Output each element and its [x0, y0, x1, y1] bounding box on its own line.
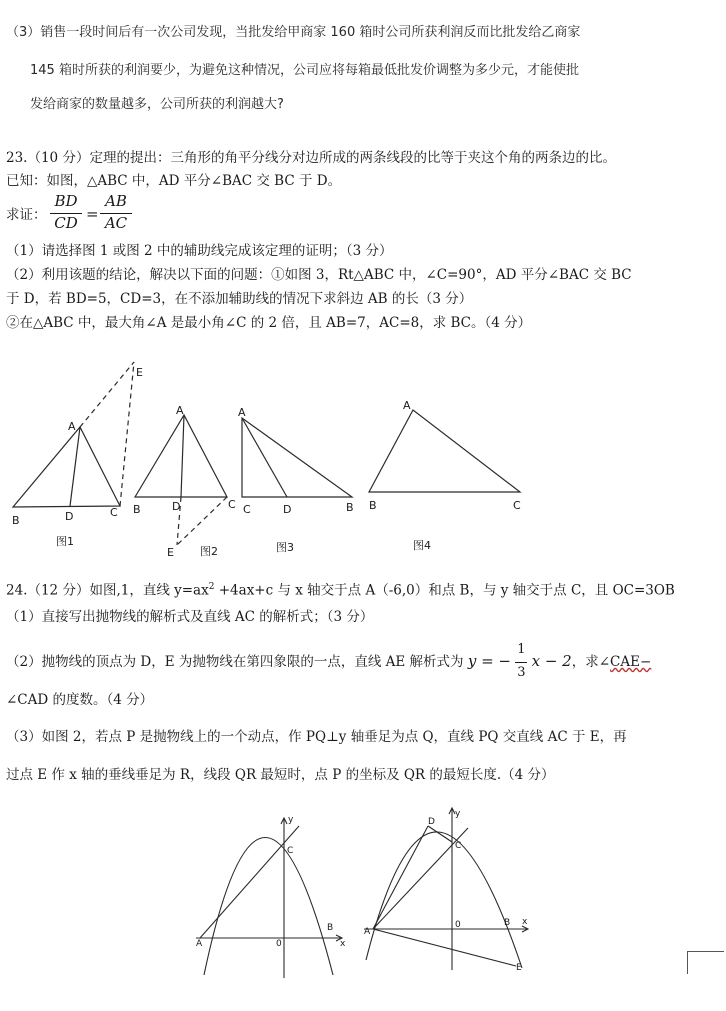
fig1-label-B: B — [12, 514, 20, 527]
q24-part2-fraction — [515, 641, 527, 680]
graph2-label-C: C — [455, 841, 462, 851]
q24-part2-eq-rest: x − 2 — [531, 652, 572, 670]
graph1-label-A: A — [196, 939, 203, 949]
fraction-bar — [515, 662, 527, 663]
fig2-label-B: B — [133, 503, 141, 516]
q24-part2-line2: ∠CAD 的度数。（4 分） — [6, 692, 154, 708]
q23-fraction-ab-ac — [100, 192, 132, 236]
fig4-label-B: B — [369, 499, 377, 512]
graph2-x-arrow — [522, 926, 528, 932]
fraction-numerator: AB — [105, 192, 127, 210]
q23-header: 23.（10 分）定理的提出：三角形的角平分线分对边所成的两条线段的比等于夹这个角的两条边的比。 — [6, 150, 616, 166]
q23-equals-sign: = — [86, 205, 99, 223]
fraction-denominator: 3 — [517, 664, 526, 680]
q24-part3-line1: （3）如图 2，若点 P 是抛物线上的一个动点，作 PQ⊥y 轴垂足为点 Q，直线 PQ 交直线 AC 于 E，再 — [6, 729, 627, 745]
fraction-denominator: AC — [104, 214, 128, 232]
graph2-y-arrow — [449, 808, 455, 814]
fig1-label-A: A — [68, 420, 76, 433]
q23-part2-line3: ②在△ABC 中，最大角∠A 是最小角∠C 的 2 倍，且 AB=7，AC=8，求 BC。（4 分） — [6, 315, 532, 331]
fig1-caption: 图1 — [56, 535, 74, 548]
graph1-label-x: x — [340, 939, 346, 949]
graph1-label-C: C — [287, 846, 294, 856]
graph2-label-y: y — [455, 809, 461, 819]
q24-part2-underlined: CAE− — [610, 654, 652, 670]
q23-given: 已知：如图，△ABC 中，AD 平分∠BAC 交 BC 于 D。 — [6, 173, 342, 189]
graph2-line-axis-d — [428, 826, 452, 842]
fig4-label-A: A — [403, 399, 411, 412]
graph1-y-arrow — [281, 818, 287, 824]
q22-part3-line1: （3）销售一段时间后有一次公司发现，当批发给甲商家 160 箱时公司所获利润反而比批发给乙商家 — [6, 25, 581, 40]
fig4-caption: 图4 — [413, 539, 431, 552]
graph1-label-y: y — [288, 815, 294, 825]
figure4-triangle — [369, 410, 520, 492]
q24-header-pre: 24.（12 分）如图,1，直线 y=ax — [6, 582, 209, 599]
graph2-parabola — [366, 832, 522, 968]
graph2-label-x: x — [522, 917, 528, 927]
graph1-parabola — [204, 838, 333, 976]
q24-part2-pre: （2）抛物线的顶点为 D，E 为抛物线在第四象限的一点，直线 AE 解析式为 — [6, 654, 464, 670]
fig1-label-D: D — [65, 510, 74, 523]
q24-header — [6, 578, 675, 600]
figure1-triangle — [13, 362, 134, 507]
graph2-label-D: D — [428, 817, 435, 827]
graph2-label-E: E — [516, 963, 522, 973]
q23-prove-label: 求证： — [6, 207, 47, 223]
graph1-label-B: B — [327, 923, 334, 933]
graph1-x-arrow — [336, 935, 342, 941]
q24-part2-eq-y: y = − — [467, 652, 511, 670]
graph2-line-ad — [373, 826, 428, 929]
page-corner-mark — [687, 951, 724, 974]
fig2-label-E: E — [167, 546, 174, 559]
fraction-numerator: 1 — [517, 641, 526, 657]
fig3-label-A: A — [238, 406, 246, 419]
q23-part2-line1: （2）利用该题的结论，解决以下面的问题：①如图 3，Rt△ABC 中，∠C=90°，AD 平分∠BAC 交 BC — [6, 267, 632, 283]
graph1-line-ac — [200, 826, 299, 938]
q22-part3-line3: 发给商家的数量越多，公司所获的利润越大? — [30, 97, 284, 112]
figure3-triangle — [242, 418, 352, 497]
fig3-label-B: B — [346, 501, 354, 514]
fig3-label-D: D — [283, 503, 292, 516]
q23-part2-line2: 于 D，若 BD=5，CD=3，在不添加辅助线的情况下求斜边 AB 的长（3 分） — [6, 291, 473, 307]
fraction-numerator: BD — [54, 192, 78, 210]
graph1-label-O: 0 — [276, 939, 282, 949]
fraction-denominator: CD — [54, 214, 78, 232]
q24-part2-line1 — [6, 641, 652, 680]
fig2-caption: 图2 — [200, 545, 218, 558]
q22-part3-line2: 145 箱时所获的利润要少，为避免这种情况，公司应将每箱最低批发价调整为多少元，才能使批 — [30, 63, 579, 78]
figure2-triangle — [135, 415, 227, 545]
graph2-label-A: A — [364, 927, 371, 937]
q24-part1: （1）直接写出抛物线的解析式及直线 AC 的解析式；（3 分） — [6, 609, 374, 625]
fig1-label-E: E — [136, 366, 143, 379]
q24-part2-post: ，求∠ — [571, 654, 611, 670]
graph2-line-ae — [373, 929, 516, 966]
q23-part1: （1）请选择图 1 或图 2 中的辅助线完成该定理的证明；（3 分） — [6, 243, 393, 259]
q24-header-exponent: 2 — [208, 582, 215, 592]
fig3-caption: 图3 — [276, 541, 294, 554]
fig3-label-C: C — [243, 503, 251, 516]
fig2-label-D: D — [172, 500, 181, 513]
fig2-label-C: C — [228, 498, 236, 511]
fig2-label-A: A — [176, 404, 184, 417]
fig4-label-C: C — [513, 499, 521, 512]
q23-fraction-bd-cd — [50, 192, 82, 236]
graph2-label-O: 0 — [455, 920, 461, 930]
q24-header-post: +4ax+c 与 x 轴交于点 A（-6,0）和点 B，与 y 轴交于点 C，且 OC=3OB — [214, 582, 675, 599]
fig1-label-C: C — [110, 506, 118, 519]
q24-part3-line2: 过点 E 作 x 轴的垂线垂足为 R，线段 QR 最短时，点 P 的坐标及 QR 的最短长度.（4 分） — [6, 767, 555, 783]
graph2-label-B: B — [504, 918, 511, 928]
graph2-line-ac — [373, 828, 468, 929]
